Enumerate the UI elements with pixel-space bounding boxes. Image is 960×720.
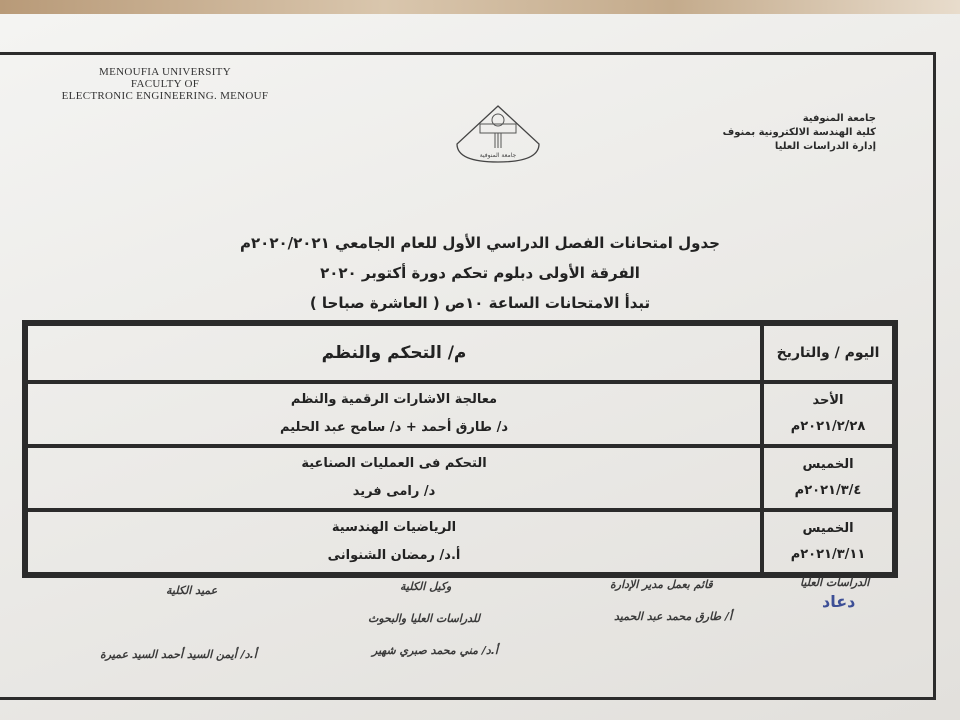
admin-director-name: أ/ طارق محمد عبد الحميد xyxy=(614,610,733,623)
logo-caption: جامعة المنوفية xyxy=(479,152,517,159)
vice-dean-name: أ.د/ مني محمد صبري شهير xyxy=(372,644,498,657)
subject-cell xyxy=(26,510,762,574)
day-name: الأحد xyxy=(812,393,844,408)
subject-name: التحكم فى العمليات الصناعية xyxy=(301,456,487,471)
teacher-name: د/ رامى فريد xyxy=(352,484,436,499)
header-department: م/ التحكم والنظم xyxy=(26,324,762,382)
exam-date: ٢٠٢١/٣/٤م xyxy=(794,483,862,498)
english-line-3: ELECTRONIC ENGINEERING. MENOUF xyxy=(61,90,269,102)
english-line-2: FACULTY OF xyxy=(130,78,200,90)
day-name: الخميس xyxy=(802,457,854,472)
day-date-cell xyxy=(762,510,894,574)
university-logo-icon xyxy=(455,104,541,164)
arabic-line-1: جامعة المنوفية xyxy=(802,113,876,124)
table-row xyxy=(26,382,894,446)
vice-dean-subtitle: للدراسات العليا والبحوث xyxy=(368,612,480,625)
subject-name: الرياضيات الهندسية xyxy=(331,520,457,535)
title-start-time: تبدأ الامتحانات الساعة ١٠ص ( العاشرة صباحا ) xyxy=(309,294,651,312)
teacher-name: د/ طارق أحمد + د/ سامح عبد الحليم xyxy=(280,420,508,435)
subject-name: معالجة الاشارات الرقمية والنظم xyxy=(290,392,498,407)
exam-date: ٢٠٢١/٣/١١م xyxy=(790,547,866,562)
day-name: الخميس xyxy=(802,521,854,536)
arabic-line-2: كلية الهندسة الالكترونية بمنوف xyxy=(722,127,876,138)
english-line-1: MENOUFIA UNIVERSITY xyxy=(99,66,231,78)
dean-name: أ.د/ أيمن السيد أحمد السيد عميرة xyxy=(100,648,257,661)
exam-date: ٢٠٢١/٢/٢٨م xyxy=(790,419,866,434)
subject-cell xyxy=(26,382,762,446)
header-day-date: اليوم / والتاريخ xyxy=(762,324,894,382)
table-row xyxy=(26,446,894,510)
title-class: الفرقة الأولى دبلوم تحكم دورة أكتوبر ٢٠٢٠ xyxy=(320,264,640,282)
background-wood xyxy=(0,0,960,14)
day-date-cell xyxy=(762,446,894,510)
day-date-cell xyxy=(762,382,894,446)
table-row xyxy=(26,510,894,574)
teacher-name: أ.د/ رمضان الشنوانى xyxy=(327,548,461,563)
dean-title: عميد الكلية xyxy=(166,584,218,597)
exam-title-block xyxy=(180,228,780,318)
table-header-row xyxy=(26,324,894,382)
vice-dean-title: وكيل الكلية xyxy=(400,580,452,593)
postgrad-studies-label: الدراسات العليا xyxy=(800,576,870,589)
handwritten-initials: دعاد xyxy=(822,592,856,611)
university-name-arabic xyxy=(700,112,876,154)
title-schedule: جدول امتحانات الفصل الدراسي الأول للعام الجامعي ٢٠٢٠/٢٠٢١م xyxy=(240,234,720,252)
arabic-line-3: إدارة الدراسات العليا xyxy=(774,141,876,152)
subject-cell xyxy=(26,446,762,510)
exam-schedule-table xyxy=(22,320,898,578)
admin-director-title: قائم بعمل مدير الإدارة xyxy=(610,578,713,591)
university-name-english xyxy=(60,66,270,102)
